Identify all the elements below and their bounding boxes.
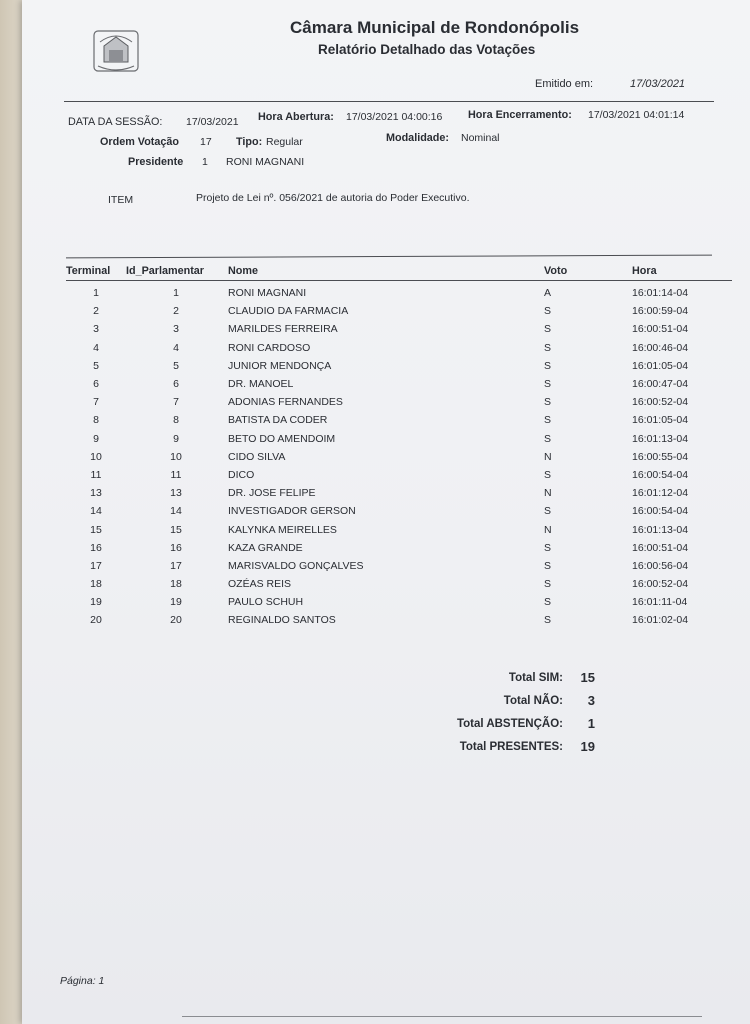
terminal-cell: 18 xyxy=(90,578,102,591)
col-id-parlamentar: Id_Parlamentar xyxy=(126,265,205,277)
table-row xyxy=(66,539,732,557)
table-row xyxy=(66,557,732,575)
item-label: ITEM xyxy=(108,194,134,206)
vote-cell: S xyxy=(544,378,552,391)
name-cell: ADONIAS FERNANDES xyxy=(228,396,343,409)
vote-cell: S xyxy=(544,432,552,445)
table-row xyxy=(66,411,732,429)
terminal-cell: 10 xyxy=(90,450,102,463)
vote-cell: A xyxy=(544,287,552,300)
time-cell: 16:00:59-04 xyxy=(632,305,689,318)
terminal-cell: 13 xyxy=(90,487,102,500)
col-terminal: Terminal xyxy=(66,265,111,277)
table-row xyxy=(66,302,732,320)
emitted-label: Emitido em: xyxy=(535,78,594,90)
time-cell: 16:01:12-04 xyxy=(632,487,689,500)
time-cell: 16:00:46-04 xyxy=(632,341,689,354)
terminal-cell: 2 xyxy=(93,305,99,318)
table-row xyxy=(66,593,732,611)
id-cell: 15 xyxy=(170,523,182,536)
total-nao-value: 3 xyxy=(587,693,595,708)
time-cell: 16:00:47-04 xyxy=(632,378,689,391)
vote-cell: N xyxy=(544,523,552,536)
terminal-cell: 20 xyxy=(90,614,102,627)
id-cell: 16 xyxy=(170,541,182,554)
time-cell: 16:00:52-04 xyxy=(632,578,689,591)
table-row xyxy=(66,502,732,520)
item-description: Projeto de Lei nº. 056/2021 de autoria do Poder Executivo. xyxy=(196,192,470,204)
time-cell: 16:01:14-04 xyxy=(632,287,689,300)
id-cell: 7 xyxy=(173,396,179,409)
name-cell: DR. JOSE FELIPE xyxy=(228,487,316,500)
id-cell: 17 xyxy=(170,559,182,572)
time-cell: 16:00:56-04 xyxy=(632,559,689,572)
terminal-cell: 16 xyxy=(90,541,102,554)
terminal-cell: 19 xyxy=(90,596,102,609)
name-cell: RONI CARDOSO xyxy=(228,341,311,354)
id-cell: 19 xyxy=(170,596,182,609)
table-row xyxy=(66,520,732,538)
terminal-cell: 5 xyxy=(93,359,99,372)
id-cell: 13 xyxy=(170,487,182,500)
mode-value: Nominal xyxy=(461,132,500,144)
name-cell: BATISTA DA CODER xyxy=(228,414,328,427)
vote-cell: N xyxy=(544,487,552,500)
table-row xyxy=(66,357,732,375)
name-cell: KALYNKA MEIRELLES xyxy=(228,523,337,536)
total-nao-label: Total NÃO: xyxy=(503,694,563,707)
terminal-cell: 11 xyxy=(90,468,102,481)
document-page xyxy=(22,0,750,1024)
id-cell: 4 xyxy=(173,341,179,354)
terminal-cell: 8 xyxy=(93,414,99,427)
time-cell: 16:00:51-04 xyxy=(632,323,689,336)
name-cell: RONI MAGNANI xyxy=(228,287,307,300)
id-cell: 5 xyxy=(173,359,179,372)
table-top-divider xyxy=(66,255,712,259)
emitted-date: 17/03/2021 xyxy=(630,78,686,90)
president-id: 1 xyxy=(202,156,208,168)
name-cell: CIDO SILVA xyxy=(228,450,286,463)
time-cell: 16:00:52-04 xyxy=(632,396,689,409)
totals-table xyxy=(402,666,596,758)
close-time-value: 17/03/2021 04:01:14 xyxy=(588,109,685,121)
terminal-cell: 6 xyxy=(93,378,99,391)
type-label: Tipo: xyxy=(236,136,263,148)
name-cell: JUNIOR MENDONÇA xyxy=(228,359,332,372)
table-row xyxy=(66,284,732,302)
id-cell: 10 xyxy=(170,450,182,463)
total-row xyxy=(402,735,596,758)
id-cell: 1 xyxy=(173,287,179,300)
col-nome: Nome xyxy=(228,265,258,277)
close-time-label: Hora Encerramento: xyxy=(468,109,572,121)
table-row xyxy=(66,575,732,593)
session-date-label: DATA DA SESSÃO: xyxy=(68,116,163,128)
footer-divider xyxy=(182,1016,702,1017)
votes-table-header xyxy=(66,262,732,281)
name-cell: PAULO SCHUH xyxy=(228,596,304,609)
vote-order-value: 17 xyxy=(200,136,212,148)
type-value: Regular xyxy=(266,136,303,148)
vote-cell: S xyxy=(544,614,552,627)
page-number: Página: 1 xyxy=(60,975,105,987)
total-abstencao-value: 1 xyxy=(587,716,595,731)
time-cell: 16:01:05-04 xyxy=(632,359,689,372)
vote-cell: S xyxy=(544,596,552,609)
terminal-cell: 7 xyxy=(93,396,99,409)
vote-cell: S xyxy=(544,578,552,591)
total-row xyxy=(402,666,596,689)
president-name: RONI MAGNANI xyxy=(226,156,305,168)
total-row xyxy=(402,689,596,712)
open-time-value: 17/03/2021 04:00:16 xyxy=(346,111,443,123)
time-cell: 16:01:11-04 xyxy=(632,596,688,609)
col-hora: Hora xyxy=(632,265,657,277)
name-cell: DR. MANOEL xyxy=(228,378,294,391)
report-title: Relatório Detalhado das Votações xyxy=(318,42,536,57)
id-cell: 3 xyxy=(173,323,179,336)
vote-cell: S xyxy=(544,341,552,354)
total-row xyxy=(402,712,596,735)
name-cell: CLAUDIO DA FARMACIA xyxy=(228,305,349,318)
terminal-cell: 3 xyxy=(93,323,99,336)
id-cell: 8 xyxy=(173,414,179,427)
id-cell: 14 xyxy=(170,505,182,518)
time-cell: 16:01:05-04 xyxy=(632,414,689,427)
time-cell: 16:01:13-04 xyxy=(632,523,689,536)
votes-table xyxy=(66,262,732,630)
table-row xyxy=(66,375,732,393)
president-label: Presidente xyxy=(128,156,184,168)
table-row xyxy=(66,393,732,411)
time-cell: 16:00:55-04 xyxy=(632,450,689,463)
vote-cell: S xyxy=(544,559,552,572)
vote-cell: S xyxy=(544,396,552,409)
terminal-cell: 1 xyxy=(93,287,99,300)
terminal-cell: 4 xyxy=(93,341,99,354)
table-row xyxy=(66,611,732,629)
total-abstencao-label: Total ABSTENÇÃO: xyxy=(456,717,563,730)
table-row xyxy=(66,484,732,502)
total-presentes-label: Total PRESENTES: xyxy=(459,740,563,753)
municipal-seal-icon xyxy=(92,28,140,74)
report-org-title: Câmara Municipal de Rondonópolis xyxy=(290,18,580,37)
vote-cell: S xyxy=(544,505,552,518)
id-cell: 6 xyxy=(173,378,179,391)
table-row xyxy=(66,339,732,357)
vote-cell: S xyxy=(544,359,552,372)
table-row xyxy=(66,320,732,338)
name-cell: MARILDES FERREIRA xyxy=(228,323,338,336)
session-date-value: 17/03/2021 xyxy=(186,116,239,128)
id-cell: 9 xyxy=(173,432,179,445)
time-cell: 16:00:54-04 xyxy=(632,468,689,481)
name-cell: MARISVALDO GONÇALVES xyxy=(228,559,364,572)
vote-cell: S xyxy=(544,414,552,427)
total-sim-label: Total SIM: xyxy=(508,671,563,684)
vote-cell: N xyxy=(544,450,552,463)
col-voto: Voto xyxy=(544,265,568,277)
vote-cell: S xyxy=(544,541,552,554)
time-cell: 16:01:02-04 xyxy=(632,614,689,627)
time-cell: 16:00:51-04 xyxy=(632,541,689,554)
id-cell: 2 xyxy=(173,305,179,318)
terminal-cell: 15 xyxy=(90,523,102,536)
vote-cell: S xyxy=(544,305,552,318)
id-cell: 20 xyxy=(170,614,182,627)
name-cell: KAZA GRANDE xyxy=(228,541,303,554)
table-row xyxy=(66,430,732,448)
id-cell: 11 xyxy=(170,468,182,481)
terminal-cell: 14 xyxy=(90,505,102,518)
table-row xyxy=(66,448,732,466)
vote-cell: S xyxy=(544,468,552,481)
table-row xyxy=(66,466,732,484)
vote-order-label: Ordem Votação xyxy=(100,136,179,148)
name-cell: OZÉAS REIS xyxy=(228,578,292,591)
time-cell: 16:00:54-04 xyxy=(632,505,689,518)
id-cell: 18 xyxy=(170,578,182,591)
name-cell: INVESTIGADOR GERSON xyxy=(228,505,356,518)
name-cell: DICO xyxy=(228,468,255,481)
mode-label: Modalidade: xyxy=(386,132,449,144)
name-cell: BETO DO AMENDOIM xyxy=(228,432,336,445)
vote-cell: S xyxy=(544,323,552,336)
header-divider xyxy=(64,101,714,102)
terminal-cell: 9 xyxy=(93,432,99,445)
open-time-label: Hora Abertura: xyxy=(258,111,334,123)
total-presentes-value: 19 xyxy=(580,739,595,754)
time-cell: 16:01:13-04 xyxy=(632,432,689,445)
total-sim-value: 15 xyxy=(580,670,595,685)
name-cell: REGINALDO SANTOS xyxy=(228,614,336,627)
terminal-cell: 17 xyxy=(90,559,102,572)
